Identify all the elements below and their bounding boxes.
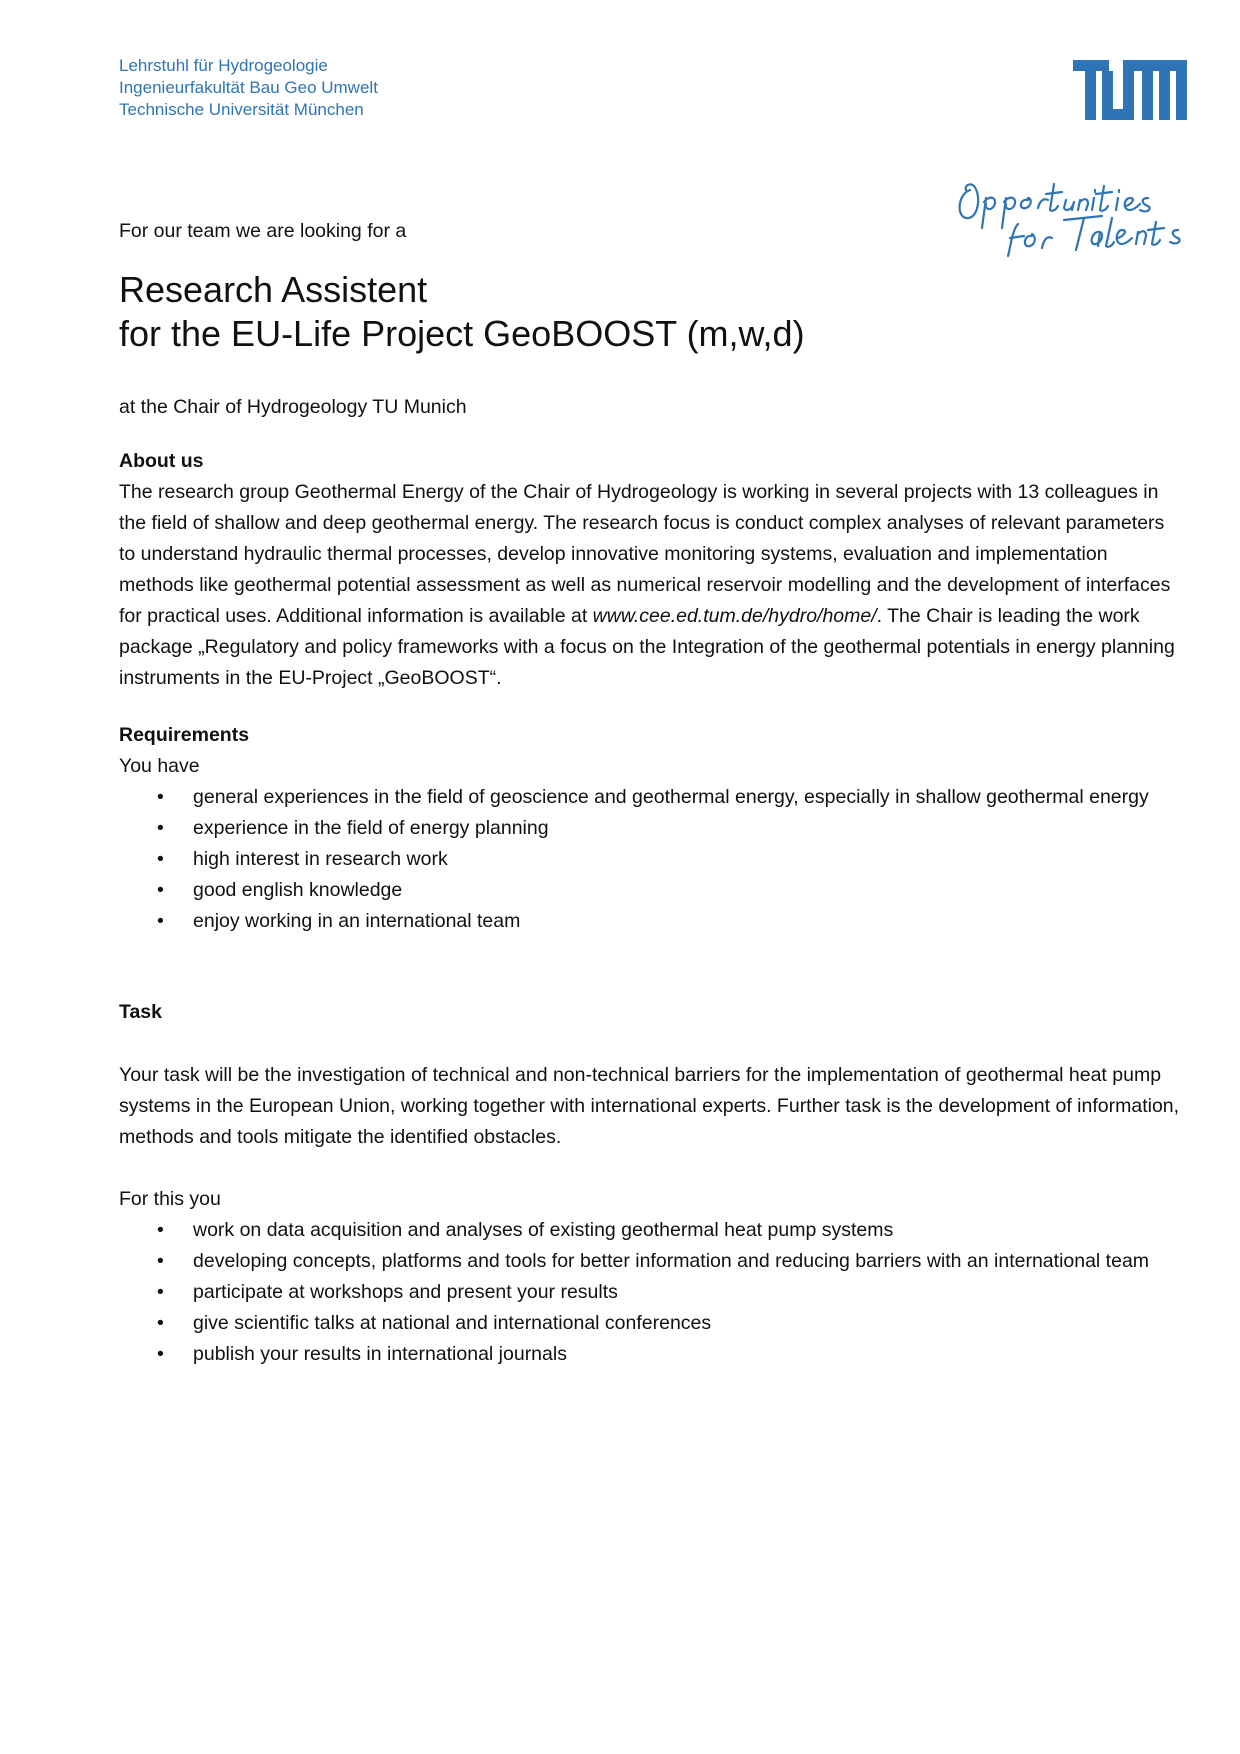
list-item bbox=[119, 844, 1181, 875]
intro-text: For our team we are looking for a bbox=[119, 220, 407, 242]
bullet-icon: • bbox=[157, 1250, 164, 1272]
list-item-text: publish your results in international journals bbox=[193, 1343, 567, 1365]
list-item bbox=[119, 1339, 1181, 1370]
task-list bbox=[119, 1215, 1181, 1370]
requirements-lead: You have bbox=[119, 755, 200, 777]
list-item-text: good english knowledge bbox=[193, 879, 403, 901]
list-item-text: developing concepts, platforms and tools for better information and reducing barriers with an international team bbox=[193, 1250, 1150, 1272]
list-item-text: participate at workshops and present your results bbox=[193, 1281, 618, 1303]
bullet-icon: • bbox=[157, 1281, 164, 1303]
task-heading: Task bbox=[119, 1001, 162, 1023]
list-item-text: experience in the field of energy planning bbox=[193, 817, 549, 839]
tum-logo bbox=[1073, 60, 1187, 120]
bullet-icon: • bbox=[157, 817, 164, 839]
requirements-heading: Requirements bbox=[119, 724, 250, 746]
title-line-1: Research Assistent bbox=[119, 269, 428, 310]
list-item bbox=[119, 782, 1181, 813]
page-title bbox=[119, 268, 805, 356]
bullet-icon: • bbox=[157, 1343, 164, 1365]
list-item-text: high interest in research work bbox=[193, 848, 448, 870]
opportunities-for-talents-signature bbox=[952, 168, 1190, 260]
task-paragraph: Your task will be the investigation of technical and non-technical barriers for the implementation of geothermal heat pump systems in the European Union, working together with international experts. Further task is the development of information, methods and tools mitigate the identified obstacles. bbox=[119, 1064, 1180, 1148]
list-item-text: give scientific talks at national and international conferences bbox=[193, 1312, 712, 1334]
chair-name: Lehrstuhl für Hydrogeologie bbox=[119, 56, 328, 75]
list-item bbox=[119, 1246, 1181, 1277]
task-lead: For this you bbox=[119, 1188, 221, 1210]
list-item bbox=[119, 1215, 1181, 1246]
faculty-name: Ingenieurfakultät Bau Geo Umwelt bbox=[119, 78, 378, 97]
list-item-text: general experiences in the field of geoscience and geothermal energy, especially in shallow geothermal energy bbox=[193, 786, 1149, 808]
about-paragraph bbox=[119, 477, 1181, 694]
about-text-1: The research group Geothermal Energy of the Chair of Hydrogeology is working in several projects with 13 colleagues in the field of shallow and deep geothermal energy. The research focus is conduct complex analyses of relevant parameters to understand hydraulic thermal processes, develop innovative monitoring systems, evaluation and implementation methods like geothermal potential assessment as well as numerical reservoir modelling and the development of interfaces for practical uses. Additional information is available at bbox=[119, 481, 1171, 627]
list-item bbox=[119, 1308, 1181, 1339]
bullet-icon: • bbox=[157, 910, 164, 932]
list-item bbox=[119, 906, 1181, 937]
list-item bbox=[119, 813, 1181, 844]
list-item-text: enjoy working in an international team bbox=[193, 910, 521, 932]
about-text-2: . The Chair is leading the work package „Regulatory and policy frameworks with a focus on the Integration of the geothermal potentials in energy planning instruments in the EU-Project „GeoBOOST“. bbox=[119, 605, 1175, 689]
requirements-list bbox=[119, 782, 1181, 937]
website-link[interactable]: www.cee.ed.tum.de/hydro/home/ bbox=[592, 605, 877, 627]
about-heading: About us bbox=[119, 450, 204, 472]
bullet-icon: • bbox=[157, 1312, 164, 1334]
bullet-icon: • bbox=[157, 879, 164, 901]
bullet-icon: • bbox=[157, 786, 164, 808]
list-item-text: work on data acquisition and analyses of existing geothermal heat pump systems bbox=[193, 1219, 894, 1241]
bullet-icon: • bbox=[157, 1219, 164, 1241]
university-name: Technische Universität München bbox=[119, 100, 364, 119]
list-item bbox=[119, 875, 1181, 906]
title-line-2: for the EU-Life Project GeoBOOST (m,w,d) bbox=[119, 313, 805, 354]
institution-header bbox=[119, 55, 378, 121]
list-item bbox=[119, 1277, 1181, 1308]
bullet-icon: • bbox=[157, 848, 164, 870]
subtitle: at the Chair of Hydrogeology TU Munich bbox=[119, 396, 467, 418]
